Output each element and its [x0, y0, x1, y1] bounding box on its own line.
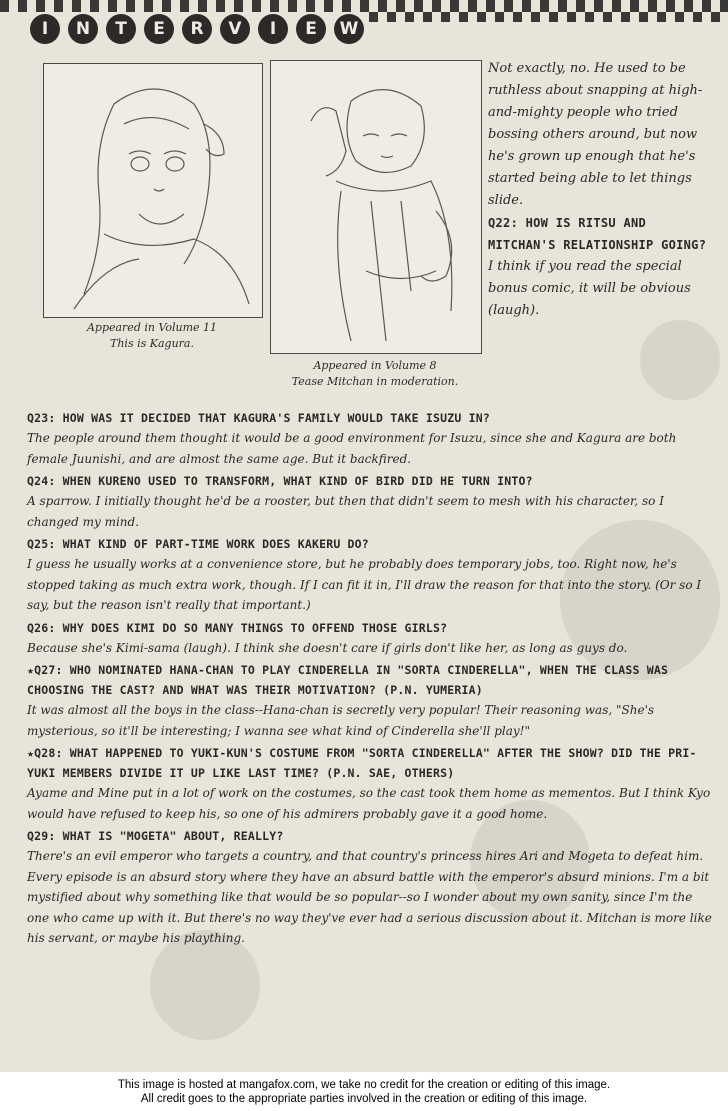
answer-text: I guess he usually works at a convenience store, but he probably does temporary jobs, too. Right now, he's stopped taking as much extra work, though. If I can fit it in, I'll draw the reason for that into the story. (Or so I say, but the reason isn't really that important.): [27, 557, 702, 612]
question-text: Q22: HOW IS RITSU AND MITCHAN'S RELATIONSHIP GOING?: [488, 216, 707, 252]
caption-line: This is Kagura.: [110, 337, 194, 350]
question-text: Q24: WHEN KURENO USED TO TRANSFORM, WHAT KIND OF BIRD DID HE TURN INTO?: [27, 474, 533, 488]
side-column: [488, 58, 710, 322]
title-letter: E: [144, 14, 174, 44]
title-letter: R: [182, 14, 212, 44]
checker-border-top: [0, 0, 728, 12]
qa-list: [27, 408, 717, 951]
caption-line: Appeared in Volume 11: [86, 321, 218, 334]
question-text: ★Q27: WHO NOMINATED HANA-CHAN TO PLAY CINDERELLA IN "SORTA CINDERELLA", WHEN THE CLASS WAS CHOOSING THE CAST? AND WHAT WAS THEIR MOTIVATION? (P.N. YUMERIA): [27, 663, 669, 697]
title-letter: V: [220, 14, 250, 44]
answer-text: Ayame and Mine put in a lot of work on the costumes, so the cast took them home as mementos. But I think Kyo would have refused to keep his, so one of his admirers probably gave it a good home.: [27, 786, 711, 821]
question-text: ★Q28: WHAT HAPPENED TO YUKI-KUN'S COSTUME FROM "SORTA CINDERELLA" AFTER THE SHOW? DID THE PRI-YUKI MEMBERS DIVIDE IT UP LIKE LAST TIME? (P.N. SAE, OTHERS): [27, 746, 697, 780]
illustration-mitchan: [270, 60, 482, 354]
title-letter: N: [68, 14, 98, 44]
checker-border-top-right: [360, 12, 728, 22]
caption-line: Appeared in Volume 8: [313, 359, 437, 372]
title-letter: W: [334, 14, 364, 44]
interview-title: [30, 14, 364, 44]
title-letter: T: [106, 14, 136, 44]
answer-text: I think if you read the special bonus comic, it will be obvious (laugh).: [488, 259, 691, 318]
caption-mitchan: [270, 358, 480, 390]
hosting-disclaimer: [0, 1078, 728, 1106]
question-text: Q26: WHY DOES KIMI DO SO MANY THINGS TO OFFEND THOSE GIRLS?: [27, 620, 448, 635]
question-text: Q29: WHAT IS "MOGETA" ABOUT, REALLY?: [27, 829, 284, 843]
answer-text: Because she's Kimi-sama (laugh). I think she doesn't care if girls don't like her, as long as guys do.: [27, 640, 628, 655]
answer-text: The people around them thought it would be a good environment for Isuzu, since she and Kagura are both female Juunishi, and are almost the same age. But it backfired.: [27, 431, 677, 466]
caption-line: Tease Mitchan in moderation.: [291, 375, 459, 388]
flower-decoration: [640, 320, 720, 400]
answer-text: A sparrow. I initially thought he'd be a rooster, but then that didn't seem to mesh with his character, so I changed my mind.: [27, 494, 664, 529]
question-text: Q25: WHAT KIND OF PART-TIME WORK DOES KAKERU DO?: [27, 537, 369, 551]
answer-text: There's an evil emperor who targets a country, and that country's princess hires Ari and Mogeta to defeat him. Every episode is an absurd story where they have an absurd battle with the emperor's absurd minions. I'm a bit mystified about why something like that would be so popular--so I wonder about my own sanity, since I'm the one who came up with it. But there's no way they've ever had a serious discussion about it. Mitchan is more like his servant, or maybe his plaything.: [27, 849, 712, 945]
caption-kagura: [43, 320, 261, 352]
mitchan-sketch: [271, 61, 481, 353]
answer-text: It was almost all the boys in the class--Hana-chan is secretly very popular! Their reasoning was, "She's mysterious, so it'll be interesting; I wanna see what kind of Cinderella she'll play!": [27, 703, 655, 738]
question-text: Q23: HOW WAS IT DECIDED THAT KAGURA'S FAMILY WOULD TAKE ISUZU IN?: [27, 411, 491, 425]
answer-text: Not exactly, no. He used to be ruthless about snapping at high-and-mighty people who tried bossing others around, but now he's grown up enough that he's started being able to let things slide.: [488, 61, 703, 208]
kagura-sketch: [44, 64, 262, 317]
disclaimer-line: This image is hosted at mangafox.com, we take no credit for the creation or editing of this image.: [117, 1079, 611, 1091]
title-letter: I: [258, 14, 288, 44]
disclaimer-line: All credit goes to the appropriate parties involved in the creation or editing of this image.: [140, 1093, 588, 1105]
title-letter: E: [296, 14, 326, 44]
illustration-kagura: [43, 63, 263, 318]
title-letter: I: [30, 14, 60, 44]
